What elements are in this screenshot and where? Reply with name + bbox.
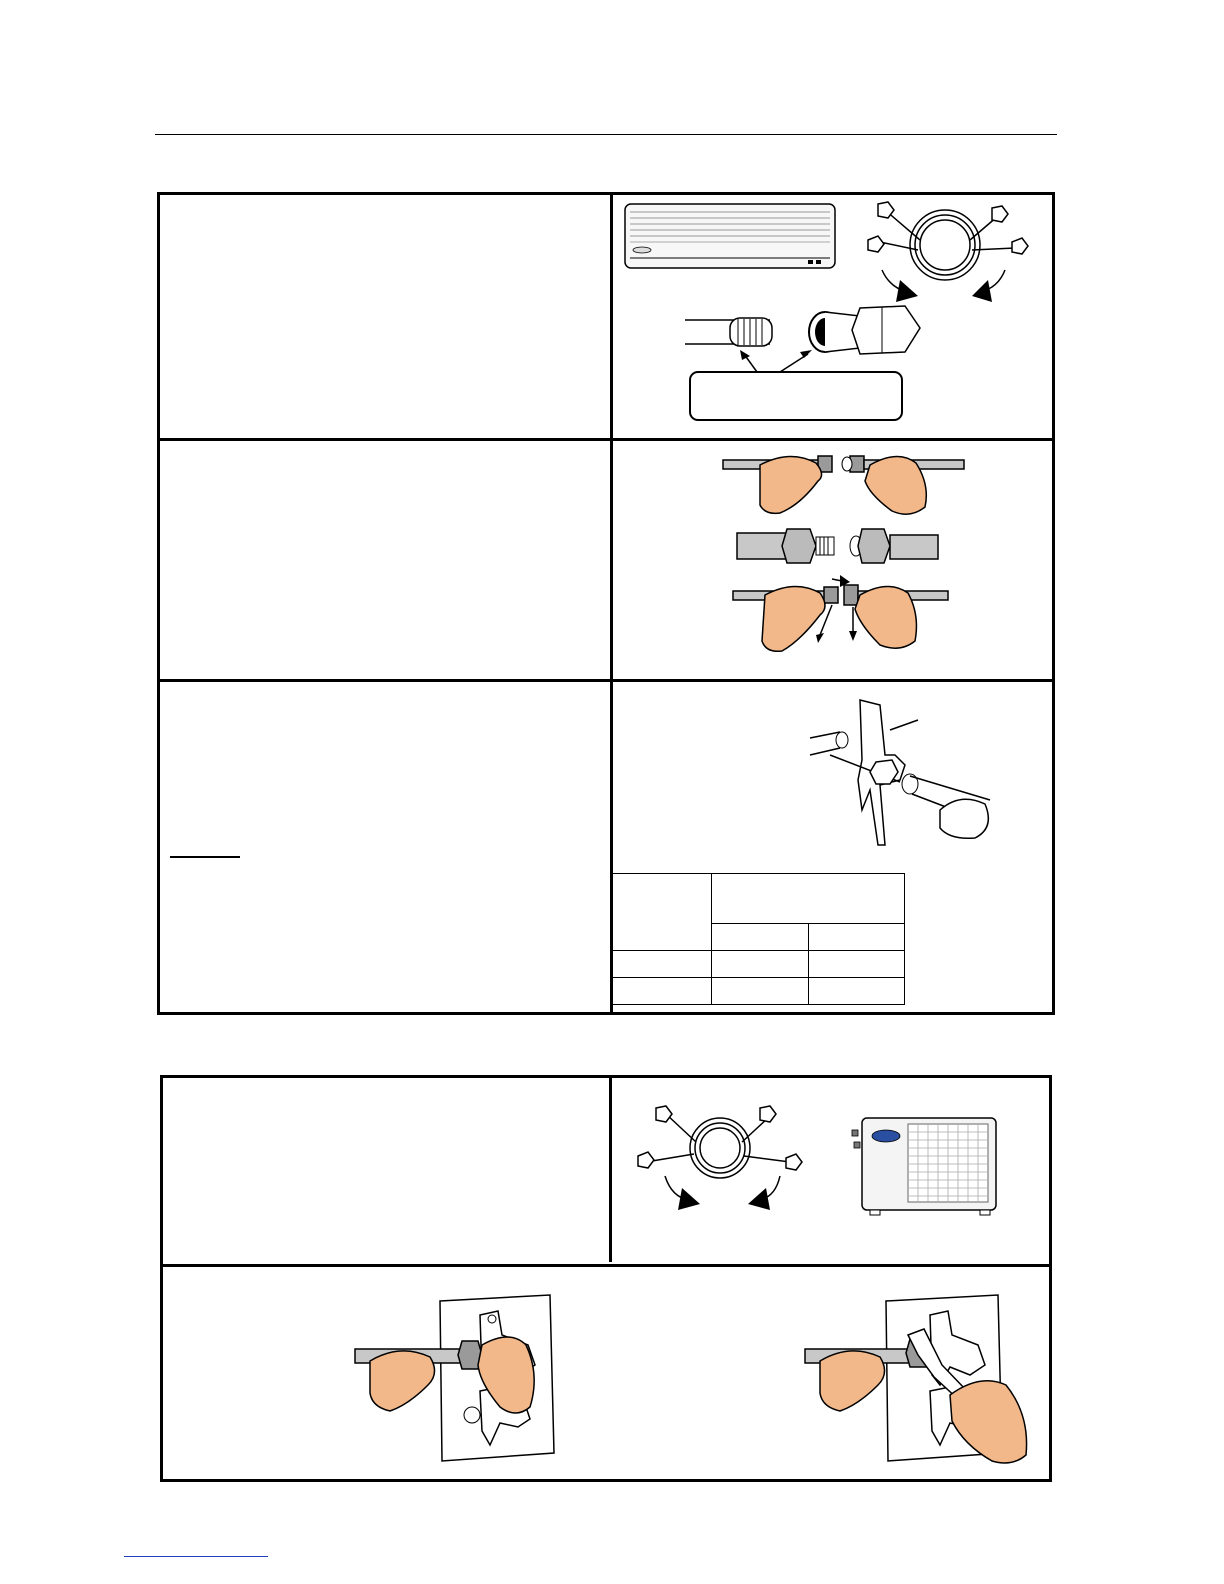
row-divider-1	[160, 438, 1052, 441]
table-cell	[613, 978, 712, 1005]
outdoor-wrench-connect-illustration	[800, 1295, 1040, 1470]
column-divider	[609, 1078, 612, 1262]
pipe-flare-icon	[685, 306, 920, 354]
callout-box	[690, 350, 902, 420]
table-cell	[712, 951, 809, 978]
header-rule	[155, 134, 1057, 135]
table-cell	[808, 978, 905, 1005]
table-header-cell	[613, 874, 712, 951]
curved-arrow-icon	[665, 1176, 780, 1210]
wrench-illustration	[800, 700, 1000, 860]
note-heading-underline	[170, 856, 240, 858]
indoor-unit-icon	[625, 204, 835, 268]
hands-tightening-pipes-icon	[733, 575, 948, 651]
row-divider-2	[160, 679, 1052, 682]
outdoor-hand-connect-illustration	[350, 1295, 560, 1465]
table-cell	[613, 951, 712, 978]
footer-link-underline	[124, 1556, 268, 1557]
row-divider	[163, 1264, 1049, 1267]
refrigerant-pipe-coil-icon	[638, 1106, 802, 1178]
table-subheader-cell	[712, 923, 809, 950]
table-cell	[808, 951, 905, 978]
hand-connect-illustration	[720, 445, 970, 665]
table-subheader-cell	[808, 923, 905, 950]
pipe-with-nut-icon	[810, 732, 990, 838]
table-header-cell	[712, 874, 905, 924]
torque-table	[612, 873, 905, 1005]
hands-aligning-pipes-icon	[723, 456, 964, 514]
pipe-thread-detail-icon	[737, 529, 938, 563]
indoor-unit-illustration	[620, 200, 1050, 430]
table-cell	[712, 978, 809, 1005]
refrigerant-pipe-coil-icon	[868, 202, 1028, 280]
outdoor-unit-icon	[852, 1118, 996, 1215]
outdoor-unit-illustration	[630, 1100, 1030, 1225]
